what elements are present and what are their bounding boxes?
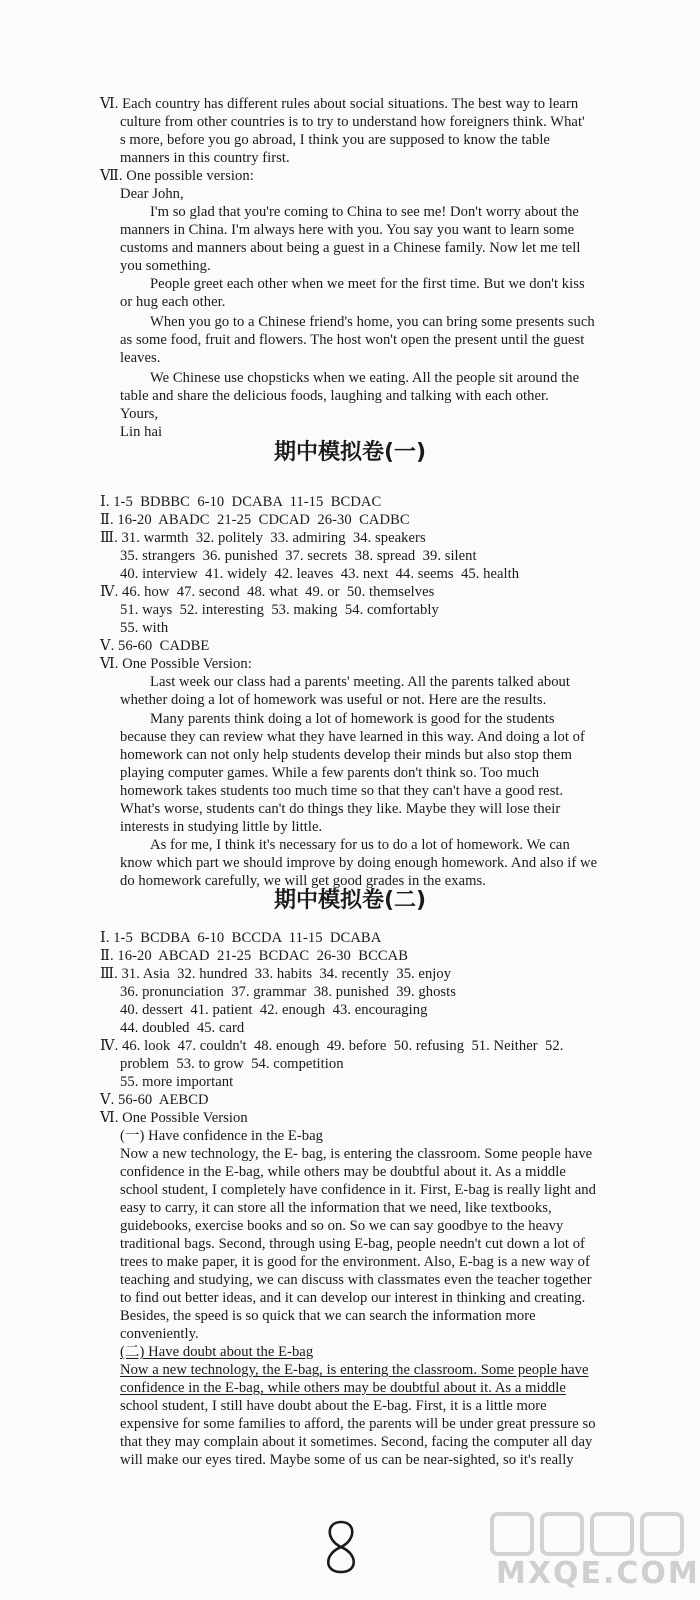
text-line: confidence in the E-bag, while others may be doubtful about it. As a middle (120, 1164, 566, 1180)
text-line: Many parents think doing a lot of homework is good for the students (150, 711, 555, 727)
watermark-text: MXQE.COM (496, 1556, 700, 1591)
answer-row: Ⅱ. 16-20 ABCAD 21-25 BCDAC 26-30 BCCAB (100, 948, 409, 964)
page-number-8 (316, 1518, 366, 1576)
text-line: that they may complain about it sometimes. Second, facing the computer all day (120, 1434, 593, 1450)
text-line: We Chinese use chopsticks when we eating. All the people sit around the (150, 370, 580, 386)
text-line: playing computer games. While a few parents don't think so. Too much (120, 765, 540, 781)
text-line: As for me, I think it's necessary for us to do a lot of homework. We can (150, 837, 570, 853)
answer-row: Ⅲ. 31. warmth 32. politely 33. admiring 34. speakers (100, 530, 426, 546)
text-line: manners in China. I'm always here with you. You say you want to learn some (120, 222, 575, 238)
text-line: guidebooks, exercise books and so on. So we can say goodbye to the heavy (120, 1218, 564, 1234)
answer-row: 40. dessert 41. patient 42. enough 43. encouraging (120, 1002, 428, 1018)
letter-closing: Yours, (120, 406, 159, 422)
answer-row: Ⅰ. 1-5 BDBBC 6-10 DCABA 11-15 BCDAC (100, 494, 382, 510)
text-line: you something. (120, 258, 211, 274)
section-title: 期中模拟卷(二) (273, 888, 427, 913)
answer-row: Ⅳ. 46. how 47. second 48. what 49. or 50. themselves (100, 584, 435, 600)
text-line: school student, I completely have confidence in it. First, E-bag is really light and (120, 1182, 596, 1198)
text-line: Now a new technology, the E- bag, is entering the classroom. Some people have (120, 1146, 593, 1162)
text-line: homework takes students too much time so that they can't have a good rest. (120, 783, 564, 799)
essay-heading: (二) Have doubt about the E-bag (120, 1344, 314, 1360)
answer-row: 35. strangers 36. punished 37. secrets 38. spread 39. silent (120, 548, 477, 564)
text-line: I'm so glad that you're coming to China to see me! Don't worry about the (150, 204, 579, 220)
answer-row: Ⅴ. 56-60 CADBE (100, 638, 210, 654)
answer-row: 55. more important (120, 1074, 234, 1090)
text-line: interests in studying little by little. (120, 819, 323, 835)
text-line: leaves. (120, 350, 161, 366)
underlined-line: Now a new technology, the E-bag, is entering the classroom. Some people have (120, 1362, 589, 1378)
text-line: to find out better ideas, and it can develop our interest in thinking and creating. (120, 1290, 586, 1306)
text-line: Last week our class had a parents' meeting. All the parents talked about (150, 674, 570, 690)
text-line: school student, I still have doubt about the E-bag. First, it is a little more (120, 1398, 547, 1414)
text-line: expensive for some families to afford, the parents will be under great pressure so (120, 1416, 596, 1432)
text-line: People greet each other when we meet for the first time. But we don't kiss (150, 276, 585, 292)
answer-row: Ⅱ. 16-20 ABADC 21-25 CDCAD 26-30 CADBC (100, 512, 410, 528)
text-line: When you go to a Chinese friend's home, you can bring some presents such (150, 314, 595, 330)
text-line: What's worse, students can't do things they like. Maybe they will lose their (120, 801, 561, 817)
text-line: or hug each other. (120, 294, 226, 310)
letter-signature: Lin hai (120, 424, 163, 440)
text-line: easy to carry, it can store all the information that we need, like textbooks, (120, 1200, 552, 1216)
text-line: teaching and studying, we can discuss with classmates even the teacher together (120, 1272, 592, 1288)
answer-row: 40. interview 41. widely 42. leaves 43. next 44. seems 45. health (120, 566, 520, 582)
answer-row: Ⅲ. 31. Asia 32. hundred 33. habits 34. recently 35. enjoy (100, 966, 452, 982)
text-line: conveniently. (120, 1326, 199, 1342)
text-line: Ⅶ. One possible version: (100, 168, 254, 184)
text-line: manners in this country first. (120, 150, 290, 166)
answer-row: 55. with (120, 620, 169, 636)
letter-greeting: Dear John, (120, 186, 184, 202)
essay-heading: (一) Have confidence in the E-bag (120, 1128, 323, 1144)
text-line: will make our eyes tired. Maybe some of us can be near-sighted, so it's really (120, 1452, 574, 1468)
text-line: traditional bags. Second, through using E-bag, people needn't cut down a lot of (120, 1236, 585, 1252)
text-line: s more, before you go abroad, I think you are supposed to know the table (120, 132, 550, 148)
answer-row: 36. pronunciation 37. grammar 38. punished 39. ghosts (120, 984, 456, 1000)
text-line: know which part we should improve by doing enough homework. And also if we (120, 855, 598, 871)
text-line: Besides, the speed is so quick that we can search the information more (120, 1308, 536, 1324)
text-line: whether doing a lot of homework was useful or not. Here are the results. (120, 692, 547, 708)
text-line: Ⅵ. Each country has different rules about social situations. The best way to learn (100, 96, 579, 112)
text-line: as some food, fruit and flowers. The host won't open the present until the guest (120, 332, 585, 348)
text-line: homework can not only help students develop their minds but also stop them (120, 747, 572, 763)
answer-row: problem 53. to grow 54. competition (120, 1056, 344, 1072)
text-line: do homework carefully, we will get good grades in the exams. (120, 873, 486, 889)
text-line: customs and manners about being a guest in a Chinese family. Now let me tell (120, 240, 581, 256)
answer-row: Ⅴ. 56-60 AEBCD (100, 1092, 209, 1108)
text-line: trees to make paper, it is good for the environment. Also, E-bag is a new way of (120, 1254, 590, 1270)
answer-row: 44. doubled 45. card (120, 1020, 245, 1036)
answer-row: Ⅵ. One Possible Version (100, 1110, 248, 1126)
text-line: table and share the delicious foods, laughing and talking with each other. (120, 388, 549, 404)
answer-row: Ⅳ. 46. look 47. couldn't 48. enough 49. before 50. refusing 51. Neither 52. (100, 1038, 564, 1054)
answer-row: 51. ways 52. interesting 53. making 54. comfortably (120, 602, 439, 618)
answer-row: Ⅰ. 1-5 BCDBA 6-10 BCCDA 11-15 DCABA (100, 930, 382, 946)
section-title: 期中模拟卷(一) (273, 440, 427, 465)
text-line: because they can review what they have learned in this way. And doing a lot of (120, 729, 585, 745)
answer-row: Ⅵ. One Possible Version: (100, 656, 252, 672)
underlined-line: confidence in the E-bag, while others may be doubtful about it. As a middle (120, 1380, 566, 1396)
text-line: culture from other countries is to try to understand how foreigners think. What' (120, 114, 585, 130)
